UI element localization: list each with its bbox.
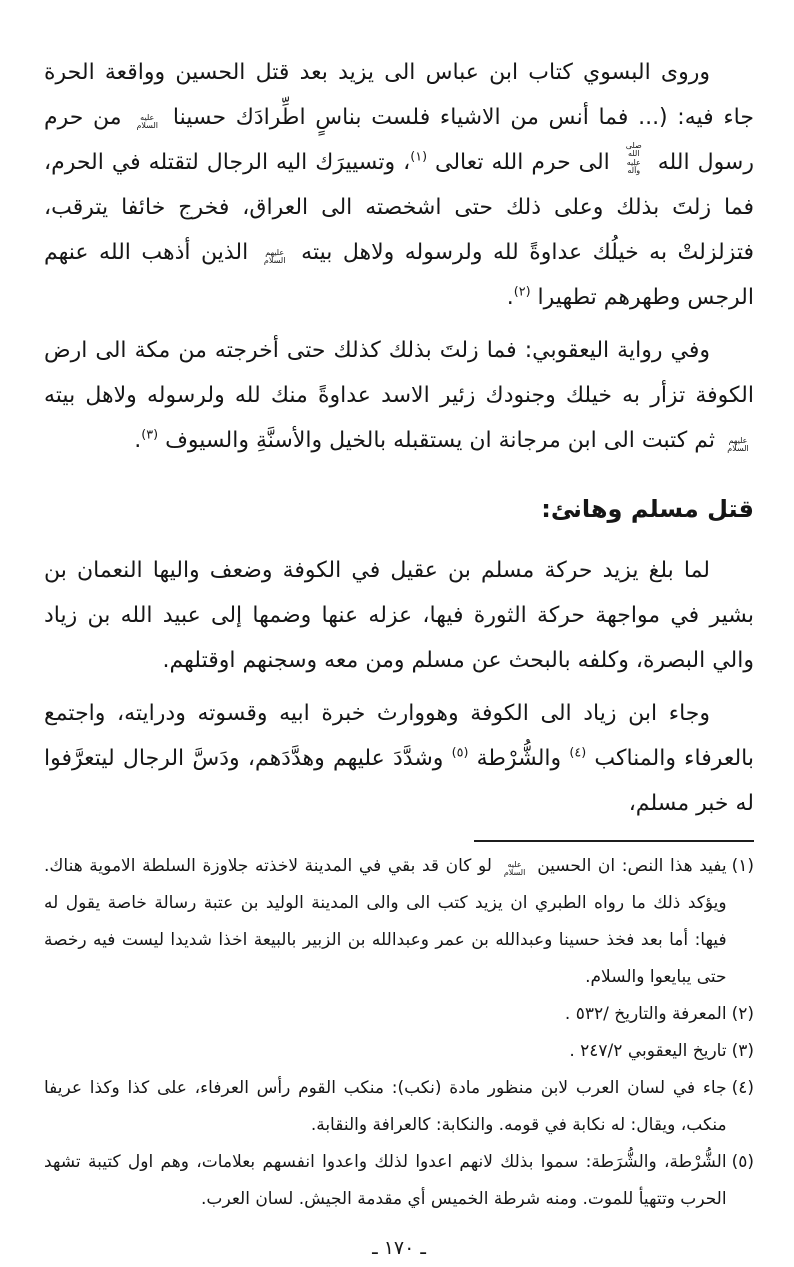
footnote-marker: (٤) [731, 1078, 754, 1098]
footnote-text: يفيد هذا النص: ان الحسين عليه السلام لو كان قد بقي في المدينة لاخذته جلاوزة السلطة الاموية هناك. ويؤكد ذلك ما رواه الطبري ان يزيد كتب الى والى المدينة الوليد بن عتبة رسالة خاصة يقول له فيها: أما بعد فخذ حسينا وعبدالله بن عمر وعبدالله بن الزبير بالبيعة اخذا شديدا ليست فيه رخصة حتى يبايعوا والسلام. [44, 856, 727, 987]
footnote-reference: (٢) [513, 284, 531, 300]
paragraph-ibn-ziyad-arrives: وجاء ابن زياد الى الكوفة وهووارث خبرة ابيه وقسوته ودرايته، واجتمع بالعرفاء والمناكب $^{(٤)}$ والشُّرْطة $^{(٥)}$ وشدَّدَ عليهم وهدَّدَهم، ودَسَّ الرجال ليتعرَّفوا له خبر مسلم، [44, 701, 754, 816]
footnote-reference: (١) [410, 149, 428, 165]
footnote-reference: (٣) [141, 427, 159, 443]
footnote-5 [44, 1144, 754, 1218]
footnote-4 [44, 1070, 754, 1144]
honorific-symbol: عليهم السلام [263, 247, 286, 265]
honorific-symbol: عليه السلام [136, 112, 158, 130]
paragraph-basawi-letter: وروى البسوي كتاب ابن عباس الى يزيد بعد قتل الحسين وواقعة الحرة جاء فيه: (... فما أنس من الاشياء فلست بناسٍ اطِّرادَك حسينا عليه السلام من حرم رسول الله صلى الله عليه وآله الى حرم الله تعالى $^{(١)}$، وتسييرَك اليه الرجال لتقتله في الحرم، فما زلتَ بذلك وعلى ذلك حتى اشخصته الى العراق، فخرج خائفا يترقب، فتزلزلتْ به خيلُك عداوةً لله ولرسوله ولاهل بيته عليهم السلام الذين أذهب الله عنهم الرجس وطهرهم تطهيرا $^{(٢)}$. [44, 60, 754, 310]
footnote-3 [44, 1033, 754, 1070]
footnotes-section [44, 840, 754, 1267]
footnote-marker: (٢) [731, 1004, 754, 1024]
page-number: ـ ١٧٠ ـ [372, 1237, 426, 1259]
footnote-marker: (٣) [731, 1041, 754, 1061]
paragraph-yazid-removes-numan: لما بلغ يزيد حركة مسلم بن عقيل في الكوفة وضعف واليها النعمان بن بشير في مواجهة حركة الثورة فيها، عزله عنها وضمها إلى عبيد الله بن زياد والي البصرة، وكلفه بالبحث عن مسلم ومن معه وسجنهم اوقتلهم. [44, 558, 754, 673]
footnote-marker: (١) [731, 856, 754, 876]
footnote-text: الشُّرْطة، والشُّرَطة: سموا بذلك لانهم اعدوا لذلك واعدوا انفسهم بعلامات، وهم اول كتيبة تشهد الحرب وتتهيأ للموت. ومنه شرطة الخميس أي مقدمة الجيش. لسان العرب. [44, 1152, 727, 1209]
footnote-marker: (٥) [731, 1152, 754, 1172]
footnote-reference: (٤) [569, 745, 587, 761]
footnote-text: جاء في لسان العرب لابن منظور مادة (نكب): منكب القوم رأس العرفاء، على كذا وكذا عريفا منكب، ويقال: له نكابة في قومه. والنكابة: كالعرافة والنقابة. [44, 1078, 727, 1135]
honorific-symbol: عليه السلام [503, 859, 526, 877]
footnote-2 [44, 996, 754, 1033]
footnote-text: المعرفة والتاريخ /٥٣٢ . [564, 1004, 727, 1024]
paragraph-yaqubi-version: وفي رواية اليعقوبي: فما زلتَ بذلك كذلك حتى أخرجته من مكة الى ارض الكوفة تزأر به خيلك وجنودك زئير الاسد عداوةً منك لله ولرسوله ولاهل بيته عليهم السلام ثم كتبت الى ابن مرجانة ان يستقبله بالخيل والأسنَّةِ والسيوف $^{(٣)}$. [44, 338, 754, 453]
main-text [44, 50, 754, 826]
footnote-reference: (٥) [451, 745, 469, 761]
footnote-1 [44, 848, 754, 996]
section-heading-qatl-muslim-wa-hani: قتل مسلم وهانئ: [541, 495, 754, 523]
footnote-separator-rule [474, 840, 754, 842]
honorific-symbol: صلى الله عليه وآله [625, 140, 642, 175]
footnote-text: تاريخ اليعقوبي ٢٤٧/٢ . [569, 1041, 727, 1061]
honorific-symbol: عليهم السلام [727, 435, 749, 453]
